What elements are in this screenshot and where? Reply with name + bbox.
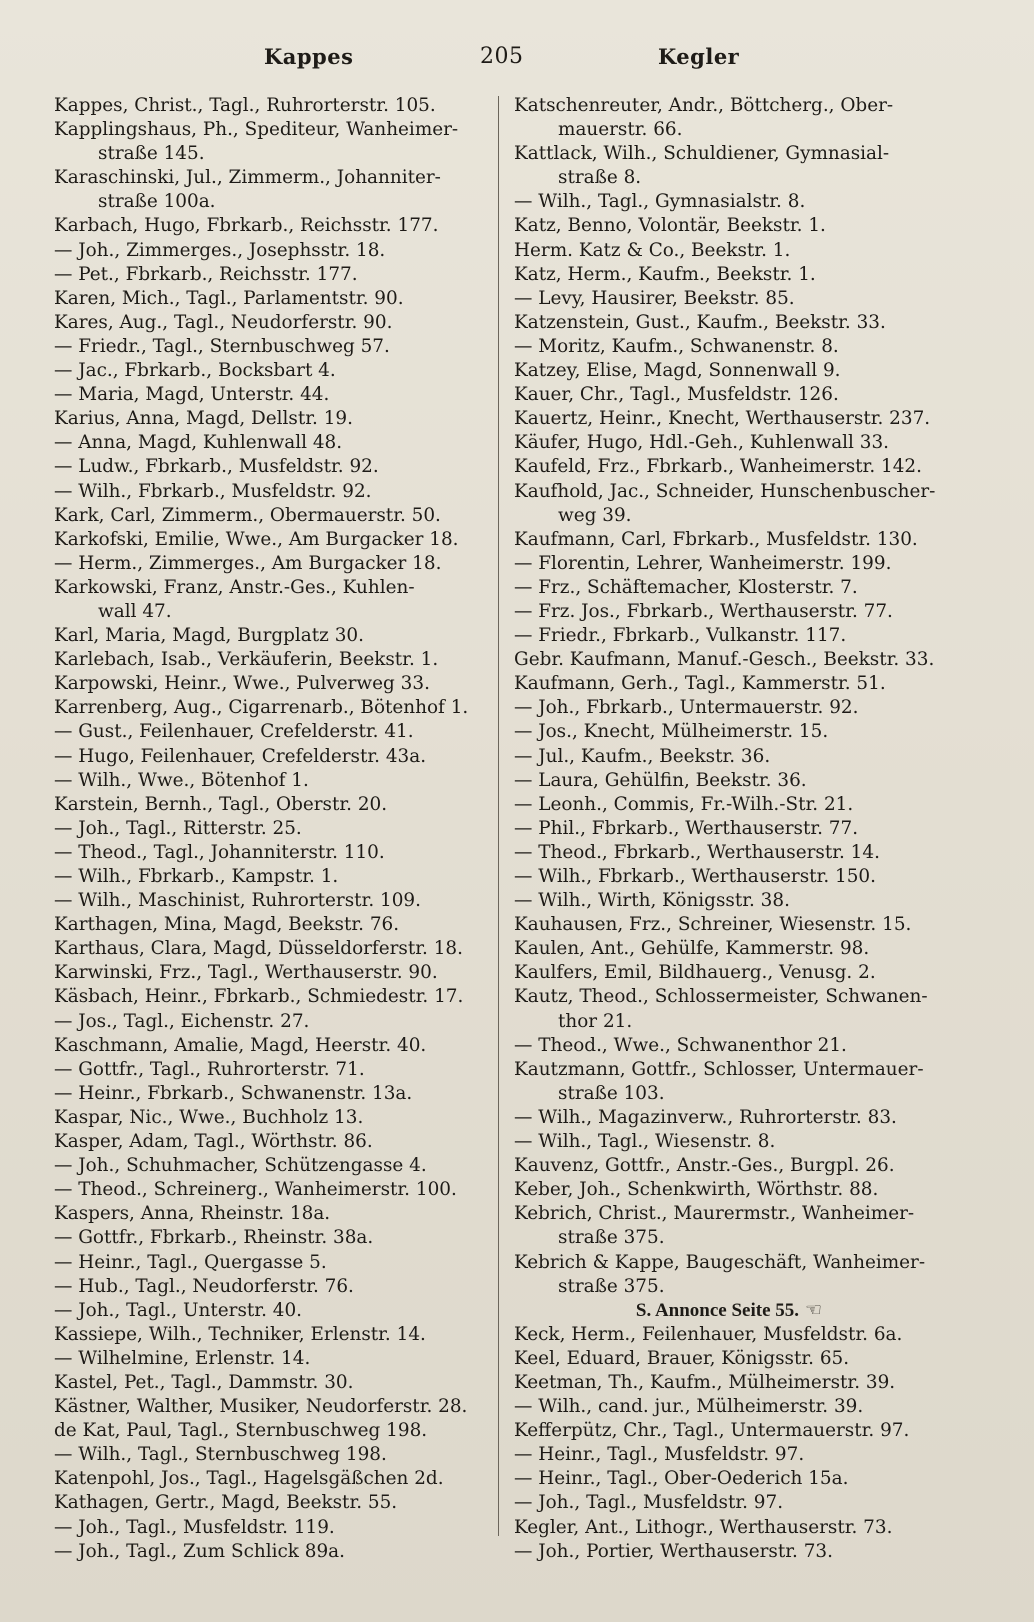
annonce-reference (514, 1299, 944, 1323)
directory-entry (54, 1106, 486, 1130)
directory-entry (514, 937, 944, 961)
directory-entry (514, 1347, 944, 1371)
entry-text: weg 39. (558, 504, 632, 526)
entry-text: Karen, Mich., Tagl., Parlamentstr. 90. (54, 287, 404, 309)
header-right-keyword: Kegler (658, 44, 740, 69)
directory-entry (514, 961, 944, 985)
entry-text: Karpowski, Heinr., Wwe., Pulverweg 33. (54, 673, 430, 695)
directory-entry (54, 576, 486, 600)
directory-entry (54, 263, 486, 287)
entry-text: Katzey, Elise, Magd, Sonnenwall 9. (514, 360, 841, 382)
directory-entry (514, 1154, 944, 1178)
entry-text: Karlebach, Isab., Verkäuferin, Beekstr. 1. (54, 649, 439, 671)
directory-entry (514, 1178, 944, 1202)
entry-text: — Joh., Zimmerges., Josephsstr. 18. (54, 239, 386, 261)
directory-entry (54, 937, 486, 961)
entry-text: Kaschmann, Amalie, Magd, Heerstr. 40. (54, 1034, 427, 1056)
entry-text: — Friedr., Tagl., Sternbuschweg 57. (54, 335, 390, 357)
directory-entry (514, 745, 944, 769)
entry-text: Kaufhold, Jac., Schneider, Hunschenbuscher- (514, 480, 936, 502)
directory-entry (514, 359, 944, 383)
directory-entry (514, 552, 944, 576)
directory-entry (514, 431, 944, 455)
directory-entry (514, 287, 944, 311)
directory-entry (514, 1491, 944, 1515)
entry-text: Kastel, Pet., Tagl., Dammstr. 30. (54, 1371, 354, 1393)
directory-entry (54, 1516, 486, 1540)
directory-entry (514, 214, 944, 238)
entry-text: Karrenberg, Aug., Cigarrenarb., Bötenhof 1. (54, 697, 469, 719)
entry-text: — Wilh., Wirth, Königsstr. 38. (514, 890, 790, 912)
entry-text: — Ludw., Fbrkarb., Musfeldstr. 92. (54, 456, 379, 478)
directory-entry (54, 1058, 486, 1082)
entry-text: Kaspers, Anna, Rheinstr. 18a. (54, 1203, 331, 1225)
entry-text: Keck, Herm., Feilenhauer, Musfeldstr. 6a. (514, 1323, 903, 1345)
entry-text: Keber, Joh., Schenkwirth, Wörthstr. 88. (514, 1179, 879, 1201)
entry-text: — Heinr., Fbrkarb., Schwanenstr. 13a. (54, 1082, 413, 1104)
entry-text: — Joh., Tagl., Musfeldstr. 97. (514, 1492, 784, 1514)
directory-entry (514, 480, 944, 504)
directory-entry (514, 624, 944, 648)
directory-entry (54, 431, 486, 455)
directory-entry (54, 455, 486, 479)
directory-entry (514, 142, 944, 166)
entry-text: Karl, Maria, Magd, Burgplatz 30. (54, 625, 364, 647)
directory-entry (514, 504, 944, 528)
directory-entry (514, 118, 944, 142)
entry-text: — Hub., Tagl., Neudorferstr. 76. (54, 1275, 354, 1297)
entry-text: — Heinr., Tagl., Ober-Oederich 15a. (514, 1468, 849, 1490)
entry-text: — Wilh., cand. jur., Mülheimerstr. 39. (514, 1396, 864, 1418)
directory-entry (514, 600, 944, 624)
directory-entry (514, 793, 944, 817)
directory-entry (514, 1395, 944, 1419)
entry-text: — Jos., Tagl., Eichenstr. 27. (54, 1010, 310, 1032)
directory-entry (514, 865, 944, 889)
entry-text: Karaschinski, Jul., Zimmerm., Johanniter- (54, 167, 441, 189)
directory-entry (54, 1443, 486, 1467)
directory-entry (514, 769, 944, 793)
entry-text: — Wilh., Fbrkarb., Musfeldstr. 92. (54, 480, 372, 502)
entry-text: — Joh., Tagl., Ritterstr. 25. (54, 817, 302, 839)
directory-entry (54, 745, 486, 769)
entry-text: mauerstr. 66. (558, 119, 683, 141)
entry-text: Kauer, Chr., Tagl., Musfeldstr. 126. (514, 384, 839, 406)
directory-entry (54, 1323, 486, 1347)
entry-text: straße 100a. (98, 191, 216, 213)
entry-text: — Joh., Tagl., Zum Schlick 89a. (54, 1540, 345, 1562)
entry-text: Kassiepe, Wilh., Techniker, Erlenstr. 14. (54, 1323, 426, 1345)
directory-entry (54, 1034, 486, 1058)
directory-entry (54, 504, 486, 528)
entry-text: — Heinr., Tagl., Musfeldstr. 97. (514, 1444, 805, 1466)
entry-text: Kaufmann, Carl, Fbrkarb., Musfeldstr. 130. (514, 528, 918, 550)
entry-text: straße 375. (558, 1275, 665, 1297)
entry-text: straße 8. (558, 167, 642, 189)
entry-text: — Levy, Hausirer, Beekstr. 85. (514, 287, 795, 309)
directory-entry (54, 359, 486, 383)
entry-text: — Wilhelmine, Erlenstr. 14. (54, 1347, 311, 1369)
directory-entry (514, 1034, 944, 1058)
entry-text: Kaufmann, Gerh., Tagl., Kammerstr. 51. (514, 673, 886, 695)
directory-entry (54, 720, 486, 744)
directory-entry (514, 263, 944, 287)
entry-text: Kaulen, Ant., Gehülfe, Kammerstr. 98. (514, 938, 870, 960)
directory-entry (54, 985, 486, 1009)
entry-text: — Pet., Fbrkarb., Reichsstr. 177. (54, 263, 358, 285)
entry-text: — Jos., Knecht, Mülheimerstr. 15. (514, 721, 829, 743)
directory-entry (514, 528, 944, 552)
entry-text: Kautz, Theod., Schlossermeister, Schwanen- (514, 986, 928, 1008)
entry-text: Karkofski, Emilie, Wwe., Am Burgacker 18. (54, 528, 459, 550)
directory-entry (54, 672, 486, 696)
left-column (54, 94, 486, 1564)
entry-text: — Gottfr., Fbrkarb., Rheinstr. 38a. (54, 1227, 374, 1249)
entry-text: — Wilh., Maschinist, Ruhrorterstr. 109. (54, 890, 421, 912)
entry-text: Katschenreuter, Andr., Böttcherg., Ober- (514, 95, 894, 116)
entry-text: — Wilh., Tagl., Wiesenstr. 8. (514, 1131, 776, 1153)
header-left-keyword: Kappes (264, 44, 354, 69)
entry-text: Kattlack, Wilh., Schuldiener, Gymnasial- (514, 143, 890, 165)
directory-entry (54, 600, 486, 624)
entry-text: Kapplingshaus, Ph., Spediteur, Wanheimer- (54, 119, 459, 141)
entry-text: Karbach, Hugo, Fbrkarb., Reichsstr. 177. (54, 215, 439, 237)
directory-entry (514, 1443, 944, 1467)
directory-entry (54, 1299, 486, 1323)
entry-text: Kares, Aug., Tagl., Neudorferstr. 90. (54, 311, 393, 333)
directory-entry (514, 1540, 944, 1564)
directory-entry (54, 961, 486, 985)
entry-text: — Hugo, Feilenhauer, Crefelderstr. 43a. (54, 745, 427, 767)
entry-text: Kautzmann, Gottfr., Schlosser, Untermauer- (514, 1058, 924, 1080)
directory-entry (514, 1082, 944, 1106)
directory-entry (54, 1251, 486, 1275)
entry-text: — Leonh., Commis, Fr.-Wilh.-Str. 21. (514, 793, 854, 815)
directory-entry (54, 1130, 486, 1154)
entry-text: Karkowski, Franz, Anstr.-Ges., Kuhlen- (54, 576, 415, 598)
entry-text: Kaufeld, Frz., Fbrkarb., Wanheimerstr. 142. (514, 456, 922, 478)
entry-text: — Friedr., Fbrkarb., Vulkanstr. 117. (514, 625, 847, 647)
directory-entry (54, 865, 486, 889)
entry-text: — Wilh., Fbrkarb., Werthauserstr. 150. (514, 866, 876, 887)
directory-entry (54, 889, 486, 913)
directory-entry (514, 672, 944, 696)
directory-entry (514, 1106, 944, 1130)
directory-entry (514, 1130, 944, 1154)
directory-entry (514, 1371, 944, 1395)
directory-entry (54, 1347, 486, 1371)
directory-entry (54, 1275, 486, 1299)
entry-text: — Frz. Jos., Fbrkarb., Werthauserstr. 77. (514, 600, 893, 622)
directory-entry (514, 576, 944, 600)
right-column (514, 94, 944, 1564)
entry-text: — Theod., Schreinerg., Wanheimerstr. 100. (54, 1179, 457, 1201)
entry-text: Kauhausen, Frz., Schreiner, Wiesenstr. 15. (514, 914, 912, 936)
entry-text: — Gottfr., Tagl., Ruhrorterstr. 71. (54, 1058, 365, 1080)
entry-text: Karius, Anna, Magd, Dellstr. 19. (54, 408, 353, 430)
entry-text: Kark, Carl, Zimmerm., Obermauerstr. 50. (54, 504, 441, 526)
entry-text: — Jac., Fbrkarb., Bocksbart 4. (54, 360, 336, 382)
directory-entry (514, 383, 944, 407)
entry-text: Kebrich, Christ., Maurermstr., Wanheimer- (514, 1203, 915, 1225)
entry-text: Kaspar, Nic., Wwe., Buchholz 13. (54, 1106, 364, 1128)
directory-entry (54, 817, 486, 841)
entry-text: — Laura, Gehülfin, Beekstr. 36. (514, 769, 807, 791)
entry-text: — Joh., Tagl., Musfeldstr. 119. (54, 1516, 335, 1538)
directory-entry (54, 1226, 486, 1250)
entry-text: — Wilh., Wwe., Bötenhof 1. (54, 769, 309, 791)
directory-entry (54, 1540, 486, 1564)
directory-entry (54, 1419, 486, 1443)
entry-text: Kaulfers, Emil, Bildhauerg., Venusg. 2. (514, 962, 876, 984)
directory-entry (54, 190, 486, 214)
directory-entry (54, 480, 486, 504)
directory-entry (54, 769, 486, 793)
directory-entry (54, 311, 486, 335)
entry-text: Kefferpütz, Chr., Tagl., Untermauerstr. 97. (514, 1420, 910, 1442)
entry-text: — Gust., Feilenhauer, Crefelderstr. 41. (54, 721, 414, 743)
entry-text: Kasper, Adam, Tagl., Wörthstr. 86. (54, 1131, 373, 1153)
directory-entry (54, 1467, 486, 1491)
entry-text: straße 375. (558, 1227, 665, 1249)
entry-text: Keetman, Th., Kaufm., Mülheimerstr. 39. (514, 1371, 896, 1393)
entry-text: — Wilh., Tagl., Gymnasialstr. 8. (514, 191, 806, 213)
entry-text: Karthagen, Mina, Magd, Beekstr. 76. (54, 914, 400, 936)
page-header (0, 44, 1034, 80)
entry-text: straße 145. (98, 143, 205, 165)
entry-text: Karstein, Bernh., Tagl., Oberstr. 20. (54, 793, 388, 815)
entry-text: Kebrich & Kappe, Baugeschäft, Wanheimer- (514, 1251, 926, 1273)
directory-entry (54, 648, 486, 672)
directory-entry (514, 335, 944, 359)
entry-text: — Theod., Fbrkarb., Werthauserstr. 14. (514, 841, 880, 863)
directory-entry (514, 1275, 944, 1299)
directory-entry (54, 142, 486, 166)
directory-entry (514, 1419, 944, 1443)
directory-entry (514, 1226, 944, 1250)
directory-entry (54, 696, 486, 720)
directory-entry (514, 1010, 944, 1034)
directory-entry (514, 239, 944, 263)
directory-entry (514, 985, 944, 1009)
directory-entry (54, 1491, 486, 1515)
entry-text: — Joh., Tagl., Unterstr. 40. (54, 1299, 303, 1321)
directory-entry (514, 311, 944, 335)
directory-entry (54, 1202, 486, 1226)
entry-text: — Florentin, Lehrer, Wanheimerstr. 199. (514, 552, 892, 574)
entry-text: — Maria, Magd, Unterstr. 44. (54, 384, 330, 406)
entry-text: Katenpohl, Jos., Tagl., Hagelsgäßchen 2d. (54, 1468, 444, 1490)
directory-entry (514, 913, 944, 937)
entry-text: Karthaus, Clara, Magd, Düsseldorferstr. 18. (54, 938, 463, 960)
directory-entry (54, 94, 486, 118)
entry-text: — Frz., Schäftemacher, Klosterstr. 7. (514, 576, 858, 598)
directory-entry (514, 455, 944, 479)
directory-entry (514, 720, 944, 744)
directory-entry (54, 335, 486, 359)
directory-entry (514, 817, 944, 841)
directory-entry (54, 407, 486, 431)
directory-entry (54, 1371, 486, 1395)
directory-entry (54, 166, 486, 190)
entry-text: — Joh., Fbrkarb., Untermauerstr. 92. (514, 697, 859, 719)
directory-entry (54, 1178, 486, 1202)
entry-text: straße 103. (558, 1082, 665, 1104)
entry-text: — Herm., Zimmerges., Am Burgacker 18. (54, 552, 442, 574)
directory-entry (514, 841, 944, 865)
directory-entry (54, 1395, 486, 1419)
entry-text: — Wilh., Tagl., Sternbuschweg 198. (54, 1444, 387, 1466)
directory-entry (514, 94, 944, 118)
directory-entry (514, 1058, 944, 1082)
entry-text: Kathagen, Gertr., Magd, Beekstr. 55. (54, 1492, 398, 1514)
pointing-hand-icon: ☜ (805, 1299, 823, 1321)
directory-entry (54, 624, 486, 648)
entry-text: Keel, Eduard, Brauer, Königsstr. 65. (514, 1347, 850, 1369)
entry-text: de Kat, Paul, Tagl., Sternbuschweg 198. (54, 1420, 428, 1442)
directory-entry (54, 1154, 486, 1178)
entry-text: — Anna, Magd, Kuhlenwall 48. (54, 432, 343, 454)
entry-text: Katzenstein, Gust., Kaufm., Beekstr. 33. (514, 311, 886, 333)
directory-entry (54, 528, 486, 552)
directory-entry (54, 118, 486, 142)
entry-text: Katz, Benno, Volontär, Beekstr. 1. (514, 215, 826, 237)
entry-text: — Wilh., Fbrkarb., Kampstr. 1. (54, 866, 339, 887)
directory-entry (514, 648, 944, 672)
page-number: 205 (480, 44, 524, 69)
directory-entry (54, 239, 486, 263)
directory-entry (514, 1323, 944, 1347)
entry-text: Kappes, Christ., Tagl., Ruhrorterstr. 105. (54, 95, 436, 116)
directory-entry (514, 889, 944, 913)
entry-text: thor 21. (558, 1010, 633, 1032)
directory-entry (514, 407, 944, 431)
directory-entry (514, 1467, 944, 1491)
entry-text: — Jul., Kaufm., Beekstr. 36. (514, 745, 771, 767)
entry-text: — Theod., Tagl., Johanniterstr. 110. (54, 841, 385, 863)
entry-text: — Phil., Fbrkarb., Werthauserstr. 77. (514, 817, 859, 839)
entry-text: Karwinski, Frz., Tagl., Werthauserstr. 90. (54, 962, 438, 984)
column-divider (498, 96, 499, 1536)
directory-entry (54, 383, 486, 407)
directory-entry (514, 190, 944, 214)
directory-entry (54, 841, 486, 865)
entry-text: Kegler, Ant., Lithogr., Werthauserstr. 73. (514, 1516, 893, 1538)
directory-entry (514, 1251, 944, 1275)
directory-entry (514, 166, 944, 190)
entry-text: S. Annonce Seite 55. (635, 1299, 800, 1321)
entry-text: Kauertz, Heinr., Knecht, Werthauserstr. 237. (514, 408, 931, 430)
directory-entry (54, 287, 486, 311)
directory-entry (54, 552, 486, 576)
entry-text: Kauvenz, Gottfr., Anstr.-Ges., Burgpl. 26. (514, 1155, 895, 1177)
directory-entry (54, 1082, 486, 1106)
entry-text: Herm. Katz & Co., Beekstr. 1. (514, 239, 791, 261)
directory-entry (54, 793, 486, 817)
entry-text: wall 47. (98, 600, 172, 622)
entry-text: — Heinr., Tagl., Quergasse 5. (54, 1251, 327, 1273)
entry-text: Gebr. Kaufmann, Manuf.-Gesch., Beekstr. 33. (514, 649, 935, 671)
directory-entry (54, 214, 486, 238)
entry-text: Kästner, Walther, Musiker, Neudorferstr. 28. (54, 1396, 468, 1418)
entry-text: Käufer, Hugo, Hdl.-Geh., Kuhlenwall 33. (514, 432, 890, 454)
entry-text: — Theod., Wwe., Schwanenthor 21. (514, 1034, 847, 1056)
directory-entry (514, 696, 944, 720)
directory-entry (514, 1202, 944, 1226)
entry-text: — Moritz, Kaufm., Schwanenstr. 8. (514, 335, 839, 357)
entry-text: — Wilh., Magazinverw., Ruhrorterstr. 83. (514, 1106, 897, 1128)
entry-text: Käsbach, Heinr., Fbrkarb., Schmiedestr. 17. (54, 986, 464, 1008)
entry-text: Katz, Herm., Kaufm., Beekstr. 1. (514, 263, 816, 285)
directory-entry (514, 1516, 944, 1540)
directory-entry (54, 913, 486, 937)
entry-text: — Joh., Schuhmacher, Schützengasse 4. (54, 1155, 427, 1177)
entry-text: — Joh., Portier, Werthauserstr. 73. (514, 1540, 833, 1562)
directory-entry (54, 1010, 486, 1034)
